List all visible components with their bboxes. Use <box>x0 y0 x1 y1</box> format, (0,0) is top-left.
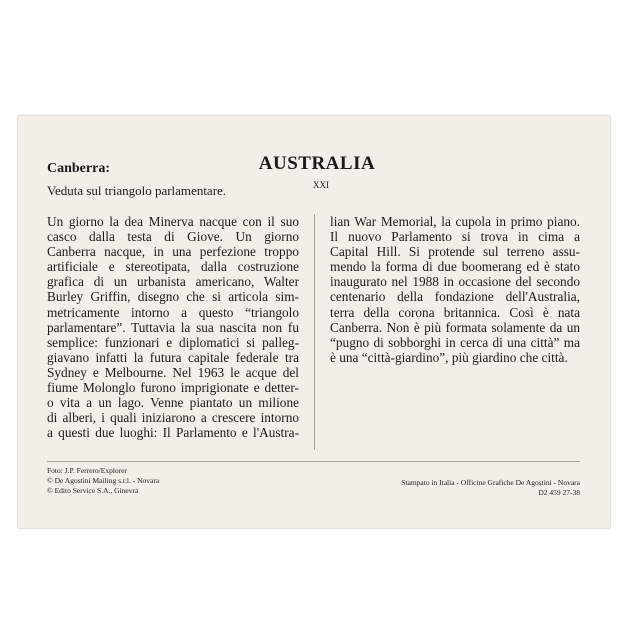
card-subject: Canberra: <box>47 161 110 176</box>
text-line: inaugurato nel 1988 in occasione del secondo <box>330 274 580 290</box>
photo-credits <box>47 466 159 496</box>
credit-line: © Edito Service S.A., Ginevra <box>47 486 139 495</box>
text-line: o vita a un lago. Venne piantato un milione <box>47 395 299 411</box>
printer-info <box>401 478 580 498</box>
text-line: “pugno di sobborghi in cerca di una città” ma <box>330 334 580 350</box>
text-line: mendo la forma di due boomerang ed è stato <box>330 259 580 275</box>
text-line: metricamente intorno a questo “triangolo <box>47 304 299 320</box>
text-line: Il nuovo Parlamento si trova in cima a <box>330 229 580 245</box>
printer-line: Stampato in Italia - Officine Grafiche De Agostini - Novara <box>401 478 580 487</box>
text-line: Sydney e Melbourne. Nel 1963 le acque del <box>47 364 299 380</box>
text-line: a questi due luoghi: Il Parlamento e l'Austra- <box>47 425 299 441</box>
footer-divider <box>47 461 580 462</box>
credit-line: © De Agostini Mailing s.r.l. - Novara <box>47 476 160 485</box>
text-line: di alberi, i quali iniziarono a crescere intorno <box>47 410 299 426</box>
text-line: giavano infatti la futura capitale federale tra <box>47 349 299 365</box>
text-line: casco dalla testa di Giove. Un giorno <box>47 229 299 245</box>
text-column-left <box>47 214 299 440</box>
text-line: centenario della fondazione dell'Australia, <box>330 289 580 305</box>
text-line: artificiale e stereotipata, dalla costruzione <box>47 259 299 275</box>
text-line: Burley Griffin, disegno che si articola sim- <box>47 289 299 305</box>
text-line: Un giorno la dea Minerva nacque con il suo <box>47 214 299 229</box>
card-country-title: AUSTRALIA <box>258 153 376 174</box>
printer-code: D2 459 27-38 <box>538 488 580 497</box>
text-line: parlamentare”. Tuttavia la sua nascita non fu <box>47 319 299 335</box>
text-line: Canberra. Non è più formata solamente da un <box>330 319 580 335</box>
text-line: è una “città-giardino”, più giardino che città. <box>330 349 568 365</box>
credit-line: Foto: J.P. Ferrero/Explorer <box>47 466 127 475</box>
postcard-back <box>18 116 610 528</box>
text-line: Canberra nacque, in una perfezione troppo <box>47 244 299 260</box>
text-column-right <box>330 214 580 365</box>
card-subtitle: Veduta sul triangolo parlamentare. <box>47 183 227 198</box>
text-line: terra della corona britannica. Così è nata <box>330 304 580 320</box>
card-number: XXI <box>313 180 329 190</box>
text-line: semplice: funzionari e diplomatici si palleg- <box>47 334 299 350</box>
text-line: Capital Hill. Si protende sul terreno assu- <box>330 244 580 260</box>
text-line: fiume Molonglo furono imprigionate e detter- <box>47 380 299 396</box>
text-line: grafica di un urbanista americano, Walter <box>47 274 299 290</box>
column-divider <box>314 214 315 450</box>
text-line: lian War Memorial, la cupola in primo piano. <box>330 214 580 229</box>
